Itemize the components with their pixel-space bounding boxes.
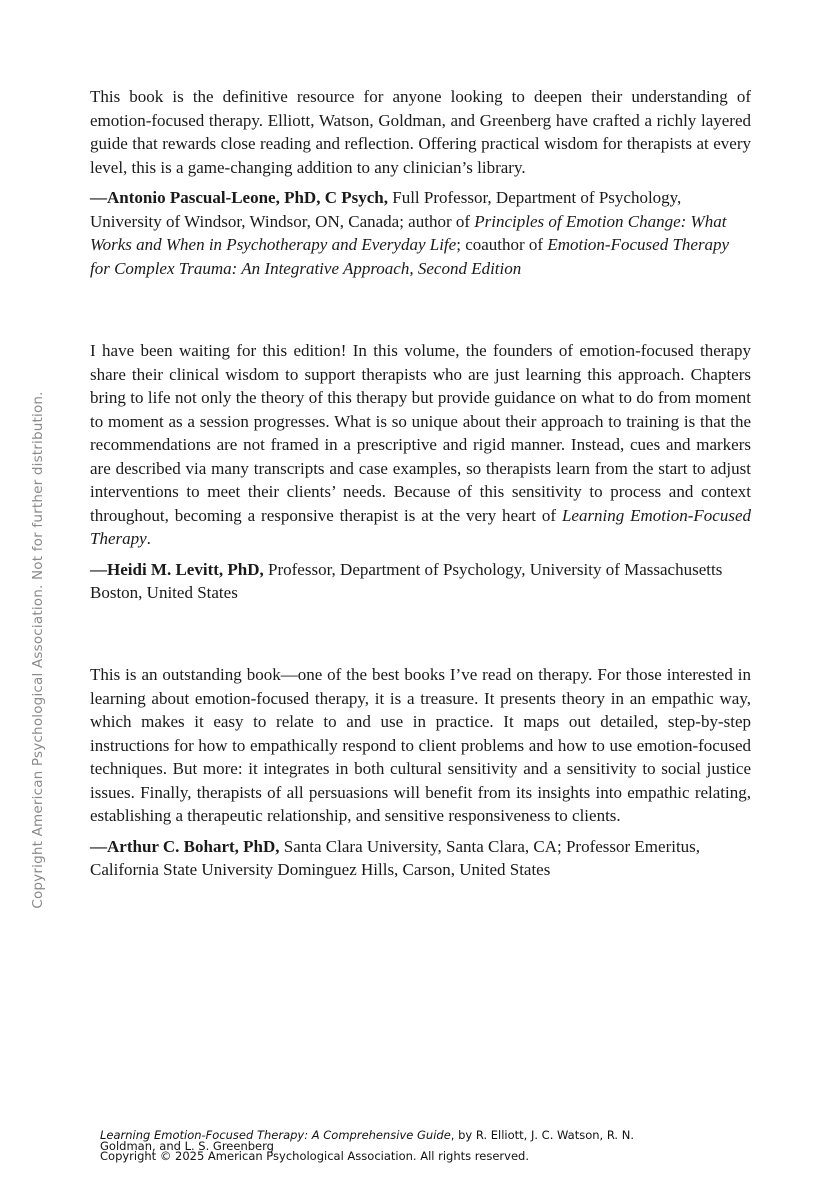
endorsement-quote-body: I have been waiting for this edition! In this volume, the founders of emotion-focused therapy share their clinical wisdom to support therapists who are just learning this approach. Chapters bring to life not only the theory of this therapy but provide guidance on what to do from moment to moment as a session progresses. What is so unique about their approach to training is that the recommendations are not framed in a prescriptive and rigid manner. Instead, cues and markers are described via many transcripts and case examples, so therapists learn from the start to adjust interventions to meet their clients’ needs. Because of this sensitivity to process and context throughout, becoming a responsive therapist is at the very heart of (90, 341, 751, 525)
endorser-name: —Heidi M. Levitt, PhD, (90, 559, 264, 579)
endorsement-block (90, 85, 751, 280)
endorsement-block (90, 339, 751, 605)
endorsement-attribution (90, 186, 751, 280)
endorsement-quote-end: . (146, 529, 151, 548)
endorsement-block (90, 663, 751, 882)
footer-authors: , by R. Elliott, J. C. Watson, R. N. Goldman, and L. S. Greenberg (100, 1128, 634, 1153)
endorsement-attribution (90, 835, 751, 882)
footer-copyright: Copyright © 2025 American Psychological Association. All rights reserved. (100, 1149, 529, 1163)
endorser-book-title: Principles of Emotion Change: What Works and When in Psychotherapy and Everyday Life (90, 211, 727, 254)
endorser-name: —Arthur C. Bohart, PhD, (90, 836, 280, 856)
endorser-credentials: Santa Clara University, Santa Clara, CA; Professor Emeritus, California State University Dominguez Hills, Carson, United States (90, 836, 701, 879)
endorsement-book-title: Learning Emotion-Focused Therapy (90, 505, 752, 548)
endorsement-quote (90, 339, 751, 551)
endorser-connector: ; coauthor of (456, 235, 548, 254)
page-footer (100, 1130, 660, 1162)
endorsement-quote: This book is the definitive resource for anyone looking to deepen their understanding of emotion-focused therapy. Elliott, Watson, Goldman, and Greenberg have crafted a richly layered guide that rewards close reading and reflection. Offering practical wisdom for therapists at every level, this is a game-changing addition to any clinician’s library. (90, 87, 751, 177)
footer-citation (100, 1130, 660, 1151)
endorsement-attribution (90, 558, 751, 605)
endorser-book-title: Emotion-Focused Therapy for Complex Trauma: An Integrative Approach, Second Edition (90, 235, 730, 278)
endorser-credentials: Full Professor, Department of Psychology, University of Windsor, Windsor, ON, Canada; author of (90, 188, 682, 231)
copyright-side-notice: Copyright American Psychological Association. Not for further distribution. (30, 391, 46, 909)
endorser-name: —Antonio Pascual-Leone, PhD, C Psych, (90, 188, 388, 207)
footer-book-title: Learning Emotion-Focused Therapy: A Comprehensive Guide (100, 1128, 451, 1142)
endorsement-quote: This is an outstanding book—one of the best books I’ve read on therapy. For those interested in learning about emotion-focused therapy, it is a treasure. It presents theory in an empathic way, which makes it easy to relate to and use in practice. It maps out detailed, step-by-step instructions for how to empathically respond to client problems and how to use emotion-focused techniques. But more: it integrates in both cultural sensitivity and a sensitivity to social justice issues. Finally, therapists of all persuasions will benefit from its insights into empathic relating, establishing a therapeutic relationship, and sensitive responsiveness to clients. (90, 665, 751, 825)
endorser-credentials: Professor, Department of Psychology, University of Massachusetts Boston, United States (90, 559, 723, 602)
